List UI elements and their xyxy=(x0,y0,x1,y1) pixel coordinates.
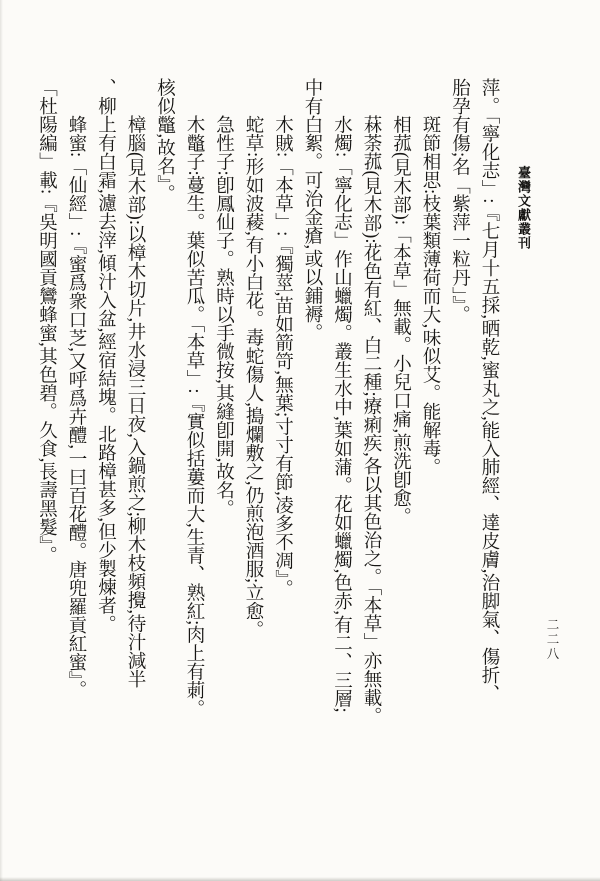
text-column: 樟腦(見木部):以樟木切片,井水浸三日夜,入鍋煎之;柳木枝頻攪,待汁減半 xyxy=(125,115,145,688)
text-column: 萍。「寧化志」:『七月十五採,晒乾,蜜丸之,能入肺經、達皮膚,治脚氣、傷折、 xyxy=(479,78,499,703)
folio-number: 二二八 xyxy=(545,618,559,662)
text-column: 木賊:「本草」:『獨莖,苗如箭笴,無葉;寸寸有節,凌多不凋』。 xyxy=(272,115,293,598)
text-column: 相菰(見木部):「本草」無載。小兒口痛,煎洗卽愈。 xyxy=(390,115,411,526)
text-column: 、柳上有白霜,濾去滓,傾汁入盆,經宿結塊。北路樟甚多,但少製煉者。 xyxy=(95,78,116,633)
text-column: 核似鼈,故名』。 xyxy=(154,78,175,203)
text-column: 蜂蜜:「仙經」:『蜜爲衆口芝,又呼爲卉醴,一曰百花醴。唐兜羅貢紅蜜』。 xyxy=(66,115,86,699)
text-column: 急性子:卽鳳仙子。熟時以手微按,其縫卽開,故名。 xyxy=(213,115,234,518)
scan-edge xyxy=(0,0,3,881)
text-column: 水燭:「寧化志」作山蠟燭。叢生水中,葉如蒲。花如蠟燭,色赤,有二、三層; xyxy=(331,115,352,713)
text-column: 中有白絮。可治金瘡,或以鋪褥。 xyxy=(302,78,322,342)
text-column: 菻荼菰(見木部):花色有紅、白二種;療痢疾,各以其色治之。「本草」亦無載。 xyxy=(361,115,381,725)
text-column: 斑節相思:枝葉類薄荷而大,味似艾。能解毒。 xyxy=(420,115,440,477)
text-column: 蛇草:形如波薐,有小白花。毒蛇傷人,搗爛敷之,仍煎泡酒服;立愈。 xyxy=(243,115,263,639)
body-text xyxy=(31,78,503,823)
series-title: 臺灣文獻叢刊 xyxy=(516,166,531,250)
text-column: 木鼈子:蔓生。葉似苦瓜。「本草」:『實似括蔞而大,生青、熟紅;肉上有莿。 xyxy=(184,115,204,718)
scan-edge xyxy=(0,877,600,881)
text-column: 胎孕有傷;名「紫萍一粒丹」』。 xyxy=(449,78,470,324)
text-column: 「杜陽編」載:『吳明國貢鸞蜂蜜,其色碧。久食,長壽黑髮』。 xyxy=(36,78,57,565)
